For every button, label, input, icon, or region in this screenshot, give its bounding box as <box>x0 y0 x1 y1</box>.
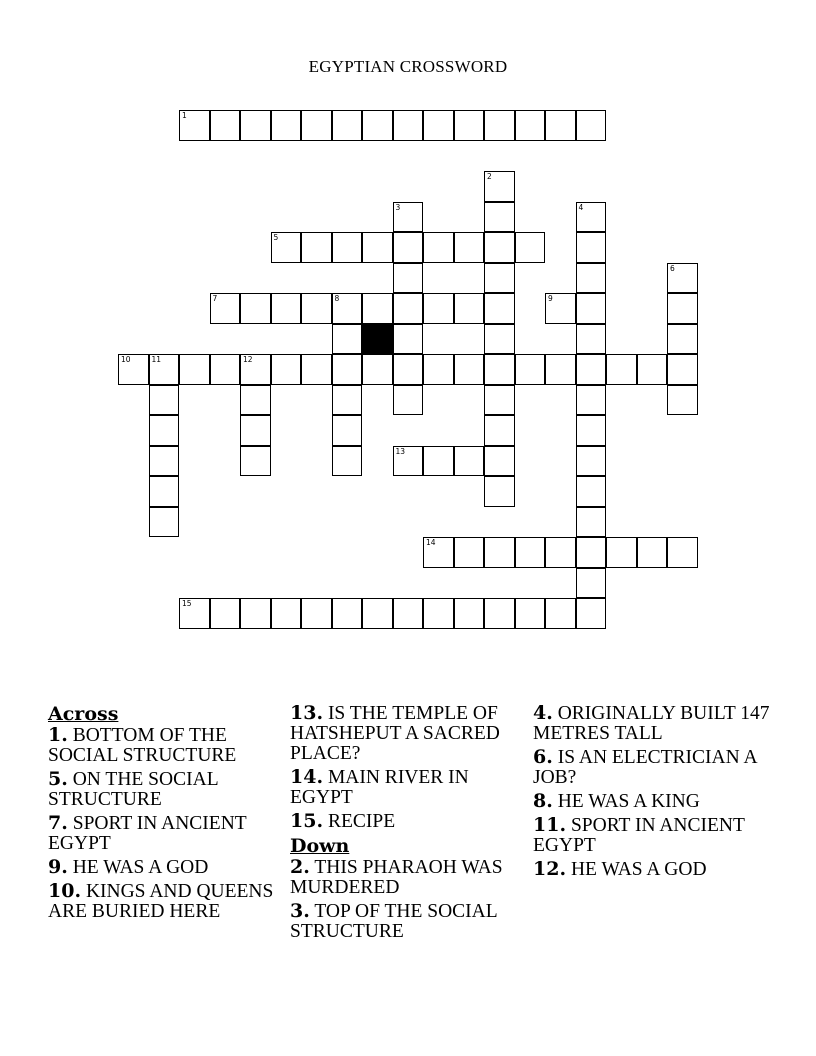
grid-cell[interactable] <box>393 446 424 477</box>
clue-item-number: 7. <box>48 812 68 834</box>
grid-cell[interactable] <box>484 354 515 385</box>
clue-item-number: 14. <box>290 766 324 788</box>
clue-item-text: HE WAS A GOD <box>72 857 209 878</box>
grid-cell[interactable] <box>484 476 515 507</box>
grid-cell[interactable] <box>393 110 424 141</box>
grid-cell[interactable] <box>393 324 424 355</box>
grid-cell[interactable] <box>484 446 515 477</box>
grid-cell[interactable] <box>393 202 424 233</box>
clue-item-text: RECIPE <box>327 811 396 832</box>
grid-cell[interactable] <box>149 385 180 416</box>
clue-item-number: 13. <box>290 702 324 724</box>
clue-number: 3 <box>395 202 401 212</box>
clue-number: 14 <box>426 538 436 547</box>
grid-cell[interactable] <box>667 263 698 294</box>
grid-cell[interactable] <box>332 232 363 263</box>
clue-item <box>290 767 526 808</box>
clue-column-1 <box>48 703 284 925</box>
grid-cell[interactable] <box>576 598 607 629</box>
grid-cell[interactable] <box>240 598 271 629</box>
grid-cell[interactable] <box>271 232 302 263</box>
clue-item-text: BOTTOM OF THE SOCIAL STRUCTURE <box>48 725 237 766</box>
clue-item-number: 4. <box>533 702 553 724</box>
grid-cell[interactable] <box>301 354 332 385</box>
grid-cell[interactable] <box>576 293 607 324</box>
clue-item-text: HE WAS A GOD <box>570 859 707 880</box>
grid-cell[interactable] <box>362 354 393 385</box>
grid-cell[interactable] <box>484 263 515 294</box>
clue-item-number: 8. <box>533 790 553 812</box>
grid-cell[interactable] <box>484 110 515 141</box>
clue-item-number: 11. <box>533 814 567 836</box>
grid-cell[interactable] <box>484 293 515 324</box>
grid-cell[interactable] <box>240 293 271 324</box>
grid-cell[interactable] <box>576 232 607 263</box>
grid-cell[interactable] <box>454 110 485 141</box>
grid-cell[interactable] <box>454 598 485 629</box>
grid-cell[interactable] <box>484 232 515 263</box>
clue-number: 11 <box>151 355 162 364</box>
grid-cell[interactable] <box>271 354 302 385</box>
clue-item-number: 10. <box>48 880 82 902</box>
grid-cell[interactable] <box>667 324 698 355</box>
grid-cell[interactable] <box>576 446 607 477</box>
grid-cell[interactable] <box>423 232 454 263</box>
grid-cell[interactable] <box>210 598 241 629</box>
clue-item <box>533 815 783 856</box>
grid-cell[interactable] <box>301 232 332 263</box>
grid-cell[interactable] <box>332 354 363 385</box>
grid-cell[interactable] <box>423 598 454 629</box>
clue-item-number: 2. <box>290 856 310 878</box>
grid-cell[interactable] <box>332 415 363 446</box>
grid-cell[interactable] <box>393 232 424 263</box>
grid-cell[interactable] <box>210 110 241 141</box>
grid-cell[interactable] <box>545 354 576 385</box>
clue-item <box>48 881 284 922</box>
grid-cell[interactable] <box>576 507 607 538</box>
grid-cell[interactable] <box>301 598 332 629</box>
grid-cell[interactable] <box>362 598 393 629</box>
clue-item-number: 3. <box>290 900 310 922</box>
clue-item-text: THIS PHARAOH WAS MURDERED <box>290 857 503 898</box>
grid-cell[interactable] <box>332 598 363 629</box>
grid-cell[interactable] <box>606 537 637 568</box>
clue-item <box>533 859 783 880</box>
grid-cell[interactable] <box>271 598 302 629</box>
clue-number: 15 <box>182 599 192 608</box>
grid-cell[interactable] <box>179 110 210 141</box>
grid-cell[interactable] <box>301 293 332 324</box>
grid-cell[interactable] <box>240 446 271 477</box>
grid-cell[interactable] <box>149 354 180 385</box>
clue-item-number: 9. <box>48 856 68 878</box>
grid-cell[interactable] <box>393 598 424 629</box>
grid-cell[interactable] <box>179 598 210 629</box>
clue-item <box>533 703 783 744</box>
grid-cell[interactable] <box>545 537 576 568</box>
clue-item-text: HE WAS A KING <box>557 791 700 812</box>
clue-item-text: MAIN RIVER IN EGYPT <box>290 767 469 808</box>
clue-number: 1 <box>182 111 187 120</box>
grid-cell[interactable] <box>454 354 485 385</box>
clue-item-text: ON THE SOCIAL STRUCTURE <box>48 769 218 810</box>
grid-cell[interactable] <box>667 354 698 385</box>
grid-cell[interactable] <box>423 354 454 385</box>
clue-number: 8 <box>334 294 340 303</box>
block-cell <box>362 324 393 355</box>
clue-item-text: IS AN ELECTRICIAN A JOB? <box>533 747 757 788</box>
grid-cell[interactable] <box>301 110 332 141</box>
grid-cell[interactable] <box>576 476 607 507</box>
grid-cell[interactable] <box>545 598 576 629</box>
grid-cell[interactable] <box>515 537 546 568</box>
clue-item-text: IS THE TEMPLE OF HATSHEPUT A SACRED PLACE? <box>290 703 500 764</box>
grid-cell[interactable] <box>454 446 485 477</box>
clue-item <box>48 769 284 810</box>
grid-cell[interactable] <box>454 537 485 568</box>
grid-cell[interactable] <box>240 354 271 385</box>
grid-cell[interactable] <box>149 476 180 507</box>
grid-cell[interactable] <box>393 293 424 324</box>
clue-number: 7 <box>212 294 218 303</box>
grid-cell[interactable] <box>332 385 363 416</box>
grid-cell[interactable] <box>576 110 607 141</box>
grid-cell[interactable] <box>484 202 515 233</box>
clue-column-3 <box>533 703 783 883</box>
grid-cell[interactable] <box>576 385 607 416</box>
clue-item <box>48 725 284 766</box>
grid-cell[interactable] <box>515 232 546 263</box>
clue-number: 12 <box>243 355 253 364</box>
grid-cell[interactable] <box>423 110 454 141</box>
grid-cell[interactable] <box>576 324 607 355</box>
grid-cell[interactable] <box>515 598 546 629</box>
clue-item-number: 5. <box>48 768 68 790</box>
clue-number: 13 <box>395 446 406 456</box>
grid-cell[interactable] <box>210 354 241 385</box>
grid-cell[interactable] <box>149 415 180 446</box>
grid-cell[interactable] <box>515 110 546 141</box>
grid-cell[interactable] <box>454 232 485 263</box>
across-heading: Across <box>48 703 119 725</box>
grid-cell[interactable] <box>179 354 210 385</box>
grid-cell[interactable] <box>393 385 424 416</box>
grid-cell[interactable] <box>484 324 515 355</box>
clue-item <box>533 747 783 788</box>
grid-cell[interactable] <box>240 385 271 416</box>
clue-number: 5 <box>273 233 279 242</box>
grid-cell[interactable] <box>423 537 454 568</box>
grid-cell[interactable] <box>240 415 271 446</box>
grid-cell[interactable] <box>576 263 607 294</box>
grid-cell[interactable] <box>667 385 698 416</box>
clue-item <box>533 791 783 812</box>
grid-cell[interactable] <box>393 354 424 385</box>
page-title: EGYPTIAN CROSSWORD <box>308 57 508 76</box>
grid-cell[interactable] <box>515 354 546 385</box>
grid-cell[interactable] <box>667 293 698 324</box>
grid-cell[interactable] <box>484 385 515 416</box>
clue-item-text: ORIGINALLY BUILT 147 METRES TALL <box>533 703 770 744</box>
clue-item-text: SPORT IN ANCIENT EGYPT <box>533 815 745 856</box>
clue-number: 10 <box>121 355 131 364</box>
grid-cell[interactable] <box>118 354 149 385</box>
grid-cell[interactable] <box>576 537 607 568</box>
clue-item-number: 1. <box>48 724 68 746</box>
clue-item <box>48 857 284 878</box>
grid-cell[interactable] <box>362 110 393 141</box>
grid-cell[interactable] <box>484 598 515 629</box>
clue-item <box>290 901 526 942</box>
grid-cell[interactable] <box>271 293 302 324</box>
grid-cell[interactable] <box>637 354 668 385</box>
grid-cell[interactable] <box>332 324 363 355</box>
grid-cell[interactable] <box>393 263 424 294</box>
grid-cell[interactable] <box>362 293 393 324</box>
grid-cell[interactable] <box>332 110 363 141</box>
grid-cell[interactable] <box>149 446 180 477</box>
grid-cell[interactable] <box>576 415 607 446</box>
grid-cell[interactable] <box>576 354 607 385</box>
grid-cell[interactable] <box>423 446 454 477</box>
clue-item-text: KINGS AND QUEENS ARE BURIED HERE <box>48 881 274 922</box>
grid-cell[interactable] <box>484 415 515 446</box>
grid-cell[interactable] <box>606 354 637 385</box>
grid-cell[interactable] <box>545 293 576 324</box>
grid-cell[interactable] <box>271 110 302 141</box>
grid-cell[interactable] <box>576 202 607 233</box>
grid-cell[interactable] <box>637 537 668 568</box>
clue-number: 4 <box>578 202 584 212</box>
clue-number: 6 <box>670 263 675 273</box>
grid-cell[interactable] <box>667 537 698 568</box>
clue-item <box>48 813 284 854</box>
grid-cell[interactable] <box>332 446 363 477</box>
clue-number: 2 <box>487 172 492 181</box>
clue-item-text: TOP OF THE SOCIAL STRUCTURE <box>290 901 497 942</box>
clue-item <box>290 857 526 898</box>
clue-item <box>290 811 526 832</box>
grid-cell[interactable] <box>210 293 241 324</box>
grid-cell[interactable] <box>240 110 271 141</box>
clue-item-number: 15. <box>290 810 324 832</box>
down-heading: Down <box>290 835 350 857</box>
clue-item-number: 12. <box>533 858 567 880</box>
grid-cell[interactable] <box>484 537 515 568</box>
grid-cell[interactable] <box>362 232 393 263</box>
grid-cell[interactable] <box>484 171 515 202</box>
clue-column-2 <box>290 703 526 945</box>
grid-cell[interactable] <box>545 110 576 141</box>
clue-item <box>290 703 526 764</box>
grid-cell[interactable] <box>332 293 363 324</box>
clue-item-number: 6. <box>533 746 553 768</box>
grid-cell[interactable] <box>423 293 454 324</box>
grid-cell[interactable] <box>149 507 180 538</box>
clue-number: 9 <box>548 294 553 303</box>
clue-item-text: SPORT IN ANCIENT EGYPT <box>48 813 247 854</box>
grid-cell[interactable] <box>454 293 485 324</box>
grid-cell[interactable] <box>576 568 607 599</box>
